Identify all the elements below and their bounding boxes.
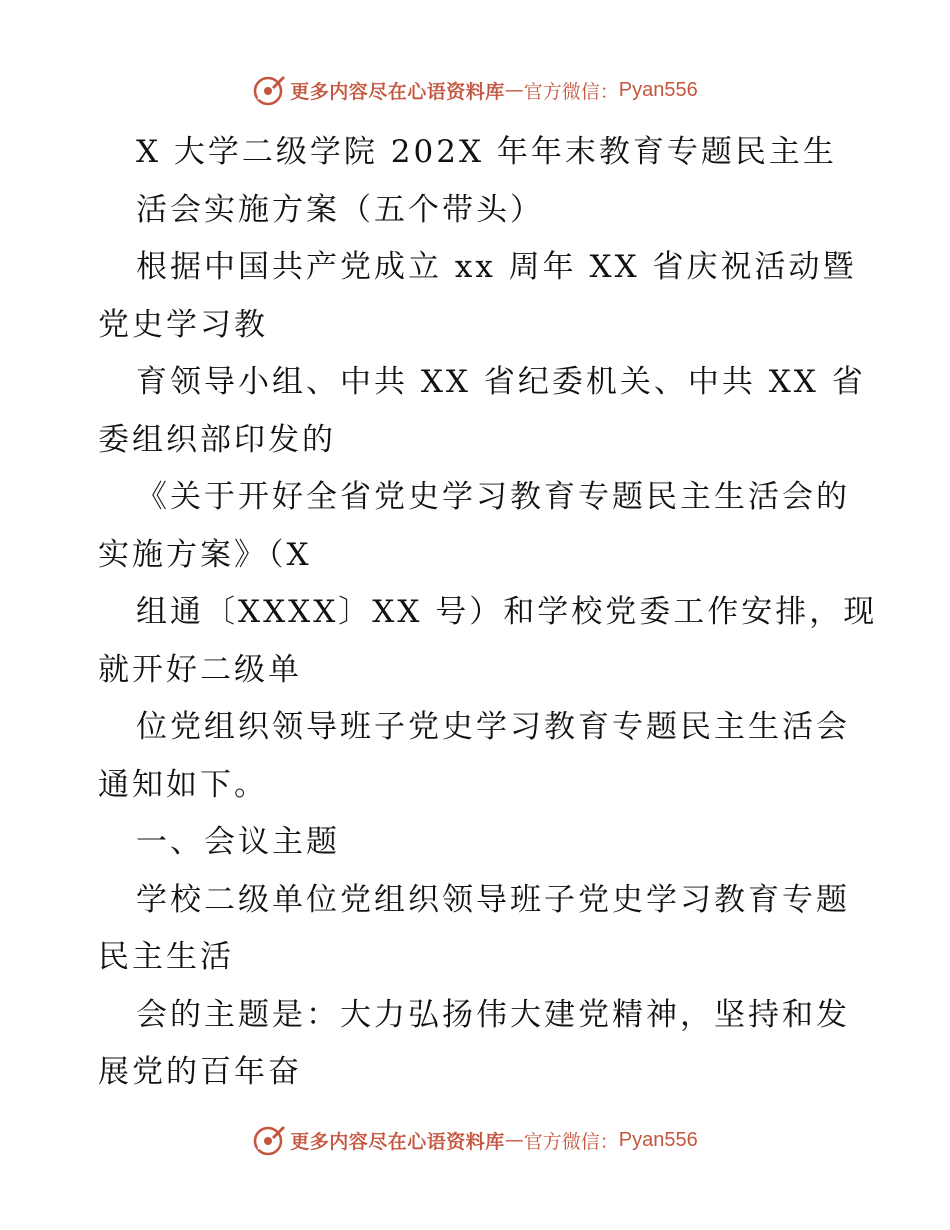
body-line: 党史学习教 [98,306,268,343]
banner-handle: Pyan556 [618,1128,698,1151]
body-line: 实施方案》（X [98,536,312,573]
banner-dash: — [504,79,524,101]
pen-nib-seal-icon [252,1123,286,1157]
footer-banner [0,1120,950,1160]
section-heading: 一、会议主题 [136,824,340,860]
body-line: 展党的百年奋 [98,1054,302,1090]
body-line: 根据中国共产党成立 xx 周年 XX 省庆祝活动暨 [136,249,857,285]
banner-brand: 更多内容尽在心语资料库 [290,1130,505,1153]
title-line-1: X 大学二级学院 202X 年年末教育专题民主生 [136,134,837,170]
body-line: 学校二级单位党组织领导班子党史学习教育专题 [136,881,850,918]
document-body [98,124,878,1102]
banner-official-label: 官方微信： [523,1130,619,1153]
header-banner [0,70,950,110]
body-line: 位党组织领导班子党史学习教育专题民主生活会 [136,709,850,745]
body-line: 就开好二级单 [98,651,302,688]
body-line: 育领导小组、中共 XX 省纪委机关、中共 XX 省 [136,364,866,400]
body-line: 民主生活 [98,939,234,975]
body-line: 组通〔XXXX〕XX 号）和学校党委工作安排，现 [136,594,878,630]
banner-official-label: 官方微信： [523,80,619,103]
body-line: 会的主题是：大力弘扬伟大建党精神，坚持和发 [136,996,850,1033]
pen-nib-seal-icon [252,73,286,107]
body-line: 委组织部印发的 [98,421,336,458]
banner-handle: Pyan556 [618,78,698,101]
banner-brand: 更多内容尽在心语资料库 [290,80,505,103]
body-line: 通知如下。 [98,766,268,803]
title-line-2: 活会实施方案（五个带头） [136,191,544,228]
banner-dash: — [504,1129,524,1151]
body-line: 《关于开好全省党史学习教育专题民主生活会的 [136,479,850,515]
